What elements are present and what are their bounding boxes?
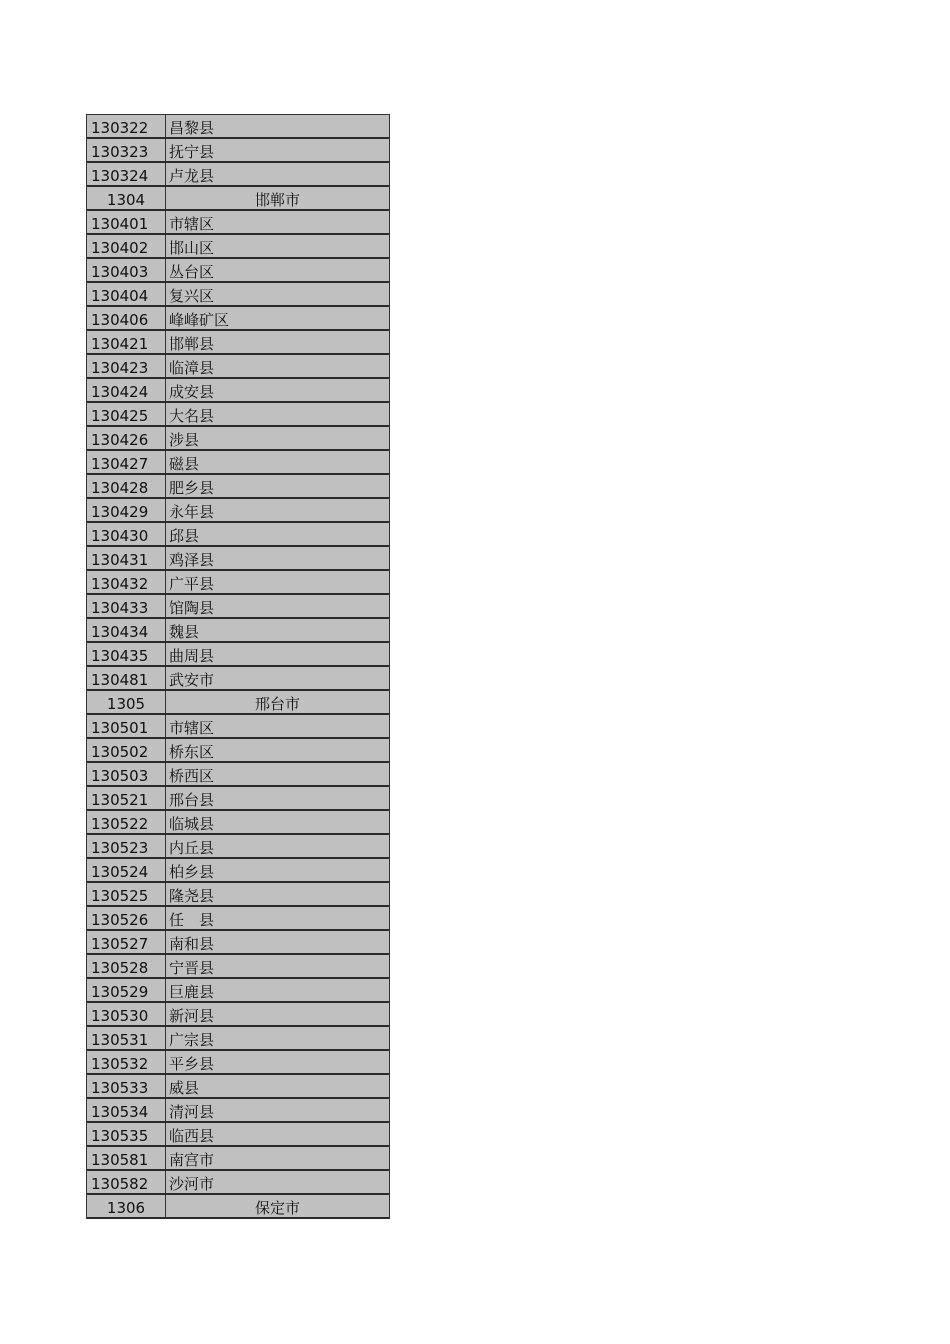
- region-code-cell[interactable]: 130530: [87, 1003, 166, 1025]
- region-code-cell[interactable]: 130581: [87, 1147, 166, 1169]
- region-name-cell[interactable]: 威县: [169, 1079, 200, 1097]
- region-code-table: [86, 114, 390, 1219]
- region-name-cell[interactable]: 抚宁县: [169, 143, 215, 161]
- region-code-cell[interactable]: 130527: [87, 931, 166, 953]
- region-name-cell[interactable]: 临西县: [169, 1127, 215, 1145]
- table-row: [87, 1099, 389, 1123]
- table-row: [87, 1147, 389, 1171]
- region-name-cell[interactable]: 成安县: [169, 383, 215, 401]
- table-row: [87, 739, 389, 763]
- region-code-cell[interactable]: 130523: [87, 835, 166, 857]
- region-code-cell[interactable]: 130434: [87, 619, 166, 641]
- region-name-cell[interactable]: 武安市: [169, 671, 215, 689]
- region-name-cell[interactable]: 桥东区: [169, 743, 215, 761]
- table-row: [87, 979, 389, 1003]
- table-row: [87, 283, 389, 307]
- region-name-cell[interactable]: 曲周县: [169, 647, 215, 665]
- table-row-city: [87, 187, 389, 211]
- region-name-cell[interactable]: 魏县: [169, 623, 200, 641]
- table-row: [87, 1027, 389, 1051]
- table-row: [87, 1051, 389, 1075]
- region-name-cell[interactable]: 邱县: [169, 527, 200, 545]
- region-name-cell[interactable]: 南和县: [169, 935, 215, 953]
- region-name-cell[interactable]: 柏乡县: [169, 863, 215, 881]
- table-row-city: [87, 691, 389, 715]
- region-name-cell[interactable]: 大名县: [169, 407, 215, 425]
- table-row: [87, 955, 389, 979]
- region-code-cell[interactable]: 130535: [87, 1123, 166, 1145]
- table-row: [87, 1171, 389, 1195]
- table-row: [87, 619, 389, 643]
- region-code-cell[interactable]: 130406: [87, 307, 166, 329]
- region-name-cell[interactable]: 巨鹿县: [169, 983, 215, 1001]
- region-code-cell[interactable]: 1306: [87, 1195, 166, 1217]
- region-code-cell[interactable]: 130425: [87, 403, 166, 425]
- region-name-cell[interactable]: 临漳县: [169, 359, 215, 377]
- region-code-cell[interactable]: 130429: [87, 499, 166, 521]
- region-name-cell[interactable]: 峰峰矿区: [169, 311, 230, 329]
- table-row: [87, 835, 389, 859]
- region-code-cell[interactable]: 130324: [87, 163, 166, 185]
- region-code-cell[interactable]: 130582: [87, 1171, 166, 1193]
- region-code-cell[interactable]: 1304: [87, 187, 166, 209]
- region-code-cell[interactable]: 130528: [87, 955, 166, 977]
- region-code-cell[interactable]: 130403: [87, 259, 166, 281]
- table-row: [87, 931, 389, 955]
- region-code-cell[interactable]: 130503: [87, 763, 166, 785]
- table-row: [87, 715, 389, 739]
- table-row: [87, 811, 389, 835]
- region-name-cell[interactable]: 内丘县: [169, 839, 215, 857]
- region-code-cell[interactable]: 130501: [87, 715, 166, 737]
- region-name-cell[interactable]: 广宗县: [169, 1031, 215, 1049]
- region-code-cell[interactable]: 130428: [87, 475, 166, 497]
- table-row: [87, 571, 389, 595]
- table-row: [87, 331, 389, 355]
- region-name-cell[interactable]: 沙河市: [169, 1175, 215, 1193]
- table-row: [87, 1123, 389, 1147]
- region-name-cell[interactable]: 馆陶县: [169, 599, 215, 617]
- table-row: [87, 859, 389, 883]
- region-code-cell[interactable]: 130526: [87, 907, 166, 929]
- region-name-cell[interactable]: 永年县: [169, 503, 215, 521]
- table-row: [87, 211, 389, 235]
- table-row: [87, 355, 389, 379]
- table-row: [87, 763, 389, 787]
- region-code-cell[interactable]: 130404: [87, 283, 166, 305]
- table-row: [87, 1075, 389, 1099]
- region-name-cell[interactable]: 涉县: [169, 431, 200, 449]
- region-code-cell[interactable]: 1305: [87, 691, 166, 713]
- region-code-cell[interactable]: 130426: [87, 427, 166, 449]
- table-row: [87, 643, 389, 667]
- region-code-cell[interactable]: 130430: [87, 523, 166, 545]
- region-code-cell[interactable]: 130401: [87, 211, 166, 233]
- region-name-cell[interactable]: 保定市: [254, 1199, 300, 1217]
- region-code-cell[interactable]: 130431: [87, 547, 166, 569]
- table-row: [87, 259, 389, 283]
- region-code-cell[interactable]: 130481: [87, 667, 166, 689]
- region-code-cell[interactable]: 130525: [87, 883, 166, 905]
- region-name-cell[interactable]: 卢龙县: [169, 167, 215, 185]
- region-code-cell[interactable]: 130322: [87, 115, 166, 137]
- region-name-cell[interactable]: 市辖区: [169, 719, 215, 737]
- table-row: [87, 547, 389, 571]
- region-name-cell[interactable]: 清河县: [169, 1103, 215, 1121]
- region-code-cell[interactable]: 130531: [87, 1027, 166, 1049]
- region-code-cell[interactable]: 130323: [87, 139, 166, 161]
- region-code-cell[interactable]: 130402: [87, 235, 166, 257]
- region-name-cell[interactable]: 南宫市: [169, 1151, 215, 1169]
- table-row: [87, 667, 389, 691]
- table-row: [87, 451, 389, 475]
- region-name-cell[interactable]: 丛台区: [169, 263, 215, 281]
- region-code-cell[interactable]: 130522: [87, 811, 166, 833]
- table-row: [87, 403, 389, 427]
- region-code-cell[interactable]: 130534: [87, 1099, 166, 1121]
- region-name-cell[interactable]: 邯郸市: [254, 191, 300, 209]
- region-name-cell[interactable]: 复兴区: [169, 287, 215, 305]
- region-code-cell[interactable]: 130421: [87, 331, 166, 353]
- region-code-cell[interactable]: 130432: [87, 571, 166, 593]
- table-row: [87, 499, 389, 523]
- table-row: [87, 115, 389, 139]
- table-row-city: [87, 1195, 389, 1219]
- table-row: [87, 139, 389, 163]
- table-row: [87, 307, 389, 331]
- region-code-cell[interactable]: 130529: [87, 979, 166, 1001]
- region-name-cell[interactable]: 隆尧县: [169, 887, 215, 905]
- region-name-cell[interactable]: 磁县: [169, 455, 200, 473]
- region-name-cell[interactable]: 任 县: [169, 911, 215, 929]
- region-code-cell[interactable]: 130502: [87, 739, 166, 761]
- region-code-cell[interactable]: 130532: [87, 1051, 166, 1073]
- region-name-cell[interactable]: 邯山区: [169, 239, 215, 257]
- table-row: [87, 907, 389, 931]
- region-name-cell[interactable]: 昌黎县: [169, 119, 215, 137]
- region-name-cell[interactable]: 邢台市: [254, 695, 300, 713]
- region-name-cell[interactable]: 市辖区: [169, 215, 215, 233]
- region-code-cell[interactable]: 130524: [87, 859, 166, 881]
- table-row: [87, 235, 389, 259]
- region-code-cell[interactable]: 130521: [87, 787, 166, 809]
- table-row: [87, 1003, 389, 1027]
- region-name-cell[interactable]: 临城县: [169, 815, 215, 833]
- table-row: [87, 427, 389, 451]
- region-name-cell[interactable]: 平乡县: [169, 1055, 215, 1073]
- region-code-cell[interactable]: 130427: [87, 451, 166, 473]
- region-code-cell[interactable]: 130435: [87, 643, 166, 665]
- table-row: [87, 883, 389, 907]
- region-name-cell[interactable]: 新河县: [169, 1007, 215, 1025]
- region-name-cell[interactable]: 鸡泽县: [169, 551, 215, 569]
- table-row: [87, 475, 389, 499]
- region-code-cell[interactable]: 130533: [87, 1075, 166, 1097]
- region-code-cell[interactable]: 130423: [87, 355, 166, 377]
- region-name-cell[interactable]: 邢台县: [169, 791, 215, 809]
- table-row: [87, 379, 389, 403]
- region-code-cell[interactable]: 130424: [87, 379, 166, 401]
- table-row: [87, 163, 389, 187]
- region-name-cell[interactable]: 广平县: [169, 575, 215, 593]
- region-name-cell[interactable]: 肥乡县: [169, 479, 215, 497]
- table-row: [87, 523, 389, 547]
- table-row: [87, 595, 389, 619]
- region-name-cell[interactable]: 宁晋县: [169, 959, 215, 977]
- region-name-cell[interactable]: 邯郸县: [169, 335, 215, 353]
- table-row: [87, 787, 389, 811]
- region-name-cell[interactable]: 桥西区: [169, 767, 215, 785]
- region-code-cell[interactable]: 130433: [87, 595, 166, 617]
